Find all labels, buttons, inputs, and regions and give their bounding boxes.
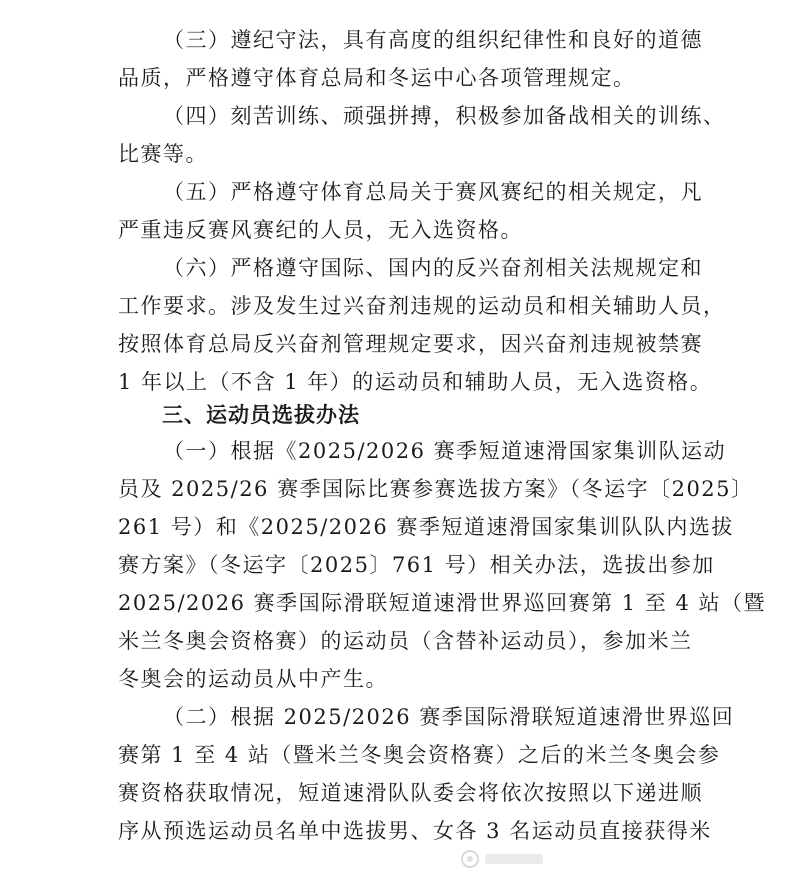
clause-5-line-1: （五）严格遵守体育总局关于赛风赛纪的相关规定，凡 [163,180,703,204]
clause-4-line-2: 比赛等。 [118,142,208,166]
clause-6-line-4: 1 年以上（不含 1 年）的运动员和辅助人员，无入选资格。 [118,370,713,394]
method-1-line-1: （一）根据《2025/2026 赛季短道速滑国家集训队运动 [163,439,727,463]
section-heading-selection-method: 三、运动员选拔办法 [162,403,360,427]
method-1-line-4: 赛方案》（冬运字〔2025〕761 号）相关办法，选拔出参加 [118,553,715,577]
method-2-line-4: 序从预选运动员名单中选拔男、女各 3 名运动员直接获得米 [118,819,712,843]
method-2-line-2: 赛第 1 至 4 站（暨米兰冬奥会资格赛）之后的米兰冬奥会参 [118,743,721,767]
watermark [461,848,543,870]
clause-4-line-1: （四）刻苦训练、顽强拼搏，积极参加备战相关的训练、 [163,104,726,128]
method-2-line-3: 赛资格获取情况，短道速滑队队委会将依次按照以下递进顺 [118,781,703,805]
clause-3-line-2: 品质，严格遵守体育总局和冬运中心各项管理规定。 [118,66,636,90]
clause-6-line-2: 工作要求。涉及发生过兴奋剂违规的运动员和相关辅助人员， [118,294,726,318]
method-1-line-3: 261 号）和《2025/2026 赛季短道速滑国家集训队队内选拔 [118,515,734,539]
clause-5-line-2: 严重违反赛风赛纪的人员，无入选资格。 [118,218,523,242]
watermark-blur [485,854,543,864]
clause-6-line-1: （六）严格遵守国际、国内的反兴奋剂相关法规规定和 [163,256,703,280]
clause-3-line-1: （三）遵纪守法，具有高度的组织纪律性和良好的道德 [163,28,703,52]
method-1-line-2: 员及 2025/26 赛季国际比赛参赛选拔方案》（冬运字〔2025〕 [118,477,754,501]
watermark-logo-icon [461,850,479,868]
method-1-line-7: 冬奥会的运动员从中产生。 [118,667,388,691]
method-2-line-1: （二）根据 2025/2026 赛季国际滑联短道速滑世界巡回 [163,705,735,729]
method-1-line-6: 米兰冬奥会资格赛）的运动员（含替补运动员），参加米兰 [118,629,693,653]
clause-6-line-3: 按照体育总局反兴奋剂管理规定要求，因兴奋剂违规被禁赛 [118,332,703,356]
method-1-line-5: 2025/2026 赛季国际滑联短道速滑世界巡回赛第 1 至 4 站（暨 [118,591,767,615]
